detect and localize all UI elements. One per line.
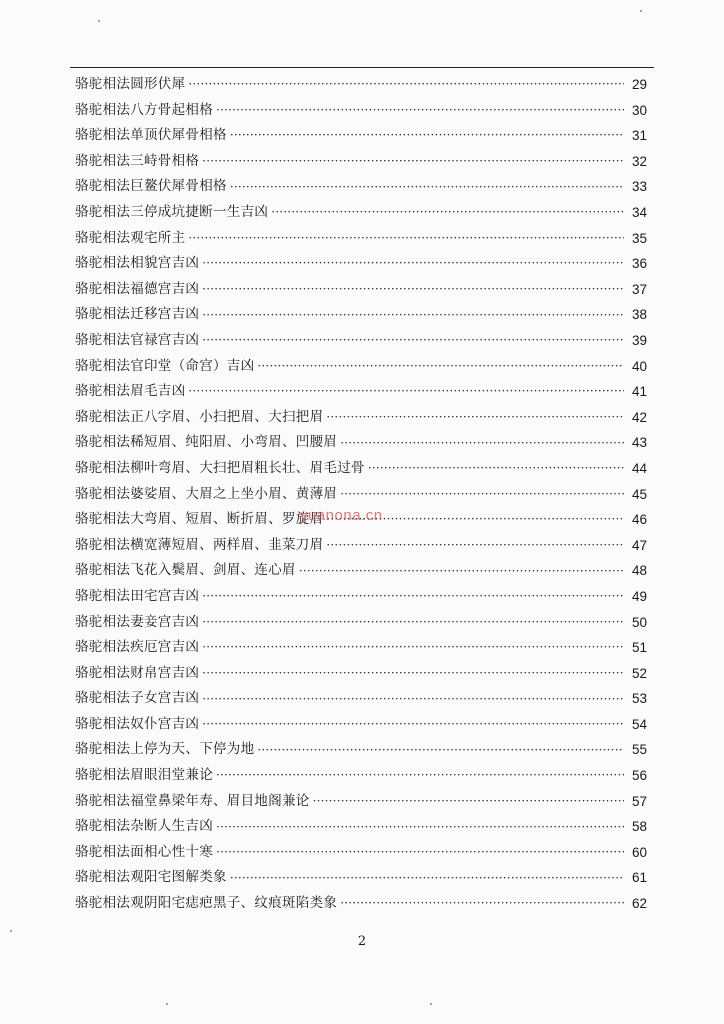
dot-leader (216, 846, 624, 859)
toc-entry-title: 骆驼相法相貌宫吉凶 (75, 255, 200, 272)
toc-entry-title: 骆驼相法观阳宅图解类象 (75, 869, 227, 886)
toc-entry-page: 37 (631, 281, 647, 297)
dot-leader (188, 385, 624, 398)
toc-entry-title: 骆驼相法婆娑眉、大眉之上坐小眉、黄薄眉 (75, 485, 338, 502)
toc-entry-page: 32 (631, 153, 647, 169)
toc-entry-title: 骆驼相法三峙骨相格 (75, 152, 200, 169)
toc-entry[interactable] (75, 763, 647, 789)
table-of-contents (75, 72, 647, 917)
toc-entry-title: 骆驼相法面相心性十寒 (75, 843, 213, 860)
toc-entry[interactable] (75, 98, 647, 124)
dot-leader (202, 616, 624, 629)
dot-leader (326, 539, 624, 552)
dot-leader (257, 360, 624, 373)
toc-entry-page: 57 (631, 793, 647, 809)
toc-entry-page: 62 (631, 896, 647, 912)
toc-entry[interactable] (75, 482, 647, 508)
page-number: 2 (357, 934, 367, 949)
toc-entry-title: 骆驼相法官禄宫吉凶 (75, 331, 200, 348)
toc-entry[interactable] (75, 379, 647, 405)
dot-leader (230, 181, 624, 194)
toc-entry-title: 骆驼相法稀短眉、纯阳眉、小弯眉、凹腰眉 (75, 434, 338, 451)
toc-entry-page: 47 (631, 537, 647, 553)
dot-leader (202, 155, 624, 168)
toc-entry-page: 35 (631, 230, 647, 246)
toc-entry[interactable] (75, 712, 647, 738)
toc-entry-page: 29 (631, 77, 647, 93)
scan-speck (166, 1003, 168, 1005)
dot-leader (202, 718, 624, 731)
toc-entry-page: 53 (631, 691, 647, 707)
toc-entry[interactable] (75, 456, 647, 482)
dot-leader (368, 462, 624, 475)
dot-leader (271, 206, 624, 219)
toc-entry-page: 34 (631, 205, 647, 221)
dot-leader (202, 334, 624, 347)
toc-entry[interactable] (75, 328, 647, 354)
toc-entry[interactable] (75, 840, 647, 866)
toc-entry[interactable] (75, 302, 647, 328)
toc-entry-title: 骆驼相法圆形伏犀 (75, 76, 186, 93)
toc-entry-page: 55 (631, 742, 647, 758)
dot-leader (257, 744, 624, 757)
dot-leader (313, 795, 624, 808)
toc-entry-title: 骆驼相法疾厄宫吉凶 (75, 639, 200, 656)
dot-leader (216, 769, 624, 782)
toc-entry-page: 60 (631, 844, 647, 860)
toc-entry[interactable] (75, 584, 647, 610)
toc-entry-page: 33 (631, 179, 647, 195)
dot-leader (202, 257, 624, 270)
header-rule (70, 67, 654, 68)
toc-entry[interactable] (75, 123, 647, 149)
toc-entry-title: 骆驼相法福堂鼻梁年寿、眉目地阁兼论 (75, 792, 310, 809)
dot-leader (216, 104, 624, 117)
toc-entry-title: 骆驼相法八方骨起相格 (75, 101, 213, 118)
toc-entry-title: 骆驼相法妻妾宫吉凶 (75, 613, 200, 630)
toc-entry-page: 38 (631, 307, 647, 323)
dot-leader (326, 411, 624, 424)
toc-entry[interactable] (75, 226, 647, 252)
toc-entry[interactable] (75, 533, 647, 559)
dot-leader (230, 872, 624, 885)
dot-leader (230, 129, 624, 142)
toc-entry[interactable] (75, 891, 647, 917)
toc-entry-title: 骆驼相法飞花入鬓眉、剑眉、连心眉 (75, 562, 296, 579)
scan-speck (430, 1003, 432, 1005)
toc-entry-title: 骆驼相法上停为天、下停为地 (75, 741, 255, 758)
toc-entry[interactable] (75, 635, 647, 661)
toc-entry-page: 56 (631, 768, 647, 784)
toc-entry-page: 54 (631, 716, 647, 732)
toc-entry-title: 骆驼相法观阴阳宅痣疤黑子、纹痕斑陷类象 (75, 895, 338, 912)
dot-leader (202, 309, 624, 322)
toc-entry[interactable] (75, 789, 647, 815)
toc-entry-page: 44 (631, 460, 647, 476)
toc-entry-title: 骆驼相法柳叶弯眉、大扫把眉粗长壮、眉毛过骨 (75, 459, 365, 476)
toc-entry-page: 39 (631, 332, 647, 348)
toc-entry[interactable] (75, 277, 647, 303)
toc-entry-title: 骆驼相法三停成坑捷断一生吉凶 (75, 204, 269, 221)
toc-entry-page: 51 (631, 640, 647, 656)
toc-entry-title: 骆驼相法横宽薄短眉、两样眉、韭菜刀眉 (75, 536, 324, 553)
toc-entry-title: 骆驼相法官印堂（命宫）吉凶 (75, 357, 255, 374)
toc-entry-title: 骆驼相法单顶伏犀骨相格 (75, 127, 227, 144)
toc-entry-page: 30 (631, 102, 647, 118)
toc-entry-title: 骆驼相法财帛宫吉凶 (75, 664, 200, 681)
scan-speck (98, 20, 100, 22)
toc-entry-page: 49 (631, 588, 647, 604)
toc-entry-page: 42 (631, 409, 647, 425)
scan-speck (10, 930, 12, 932)
toc-entry-page: 52 (631, 665, 647, 681)
watermark: yuanona.cn (300, 507, 383, 524)
toc-entry[interactable] (75, 661, 647, 687)
toc-entry[interactable] (75, 430, 647, 456)
toc-entry-title: 骆驼相法田宅宫吉凶 (75, 587, 200, 604)
toc-entry-page: 46 (631, 512, 647, 528)
toc-entry-page: 40 (631, 358, 647, 374)
toc-entry-title: 骆驼相法观宅所主 (75, 229, 186, 246)
scan-speck (640, 10, 642, 12)
dot-leader (202, 667, 624, 680)
toc-entry[interactable] (75, 737, 647, 763)
dot-leader (188, 78, 624, 91)
dot-leader (202, 693, 624, 706)
toc-entry-title: 骆驼相法杂断人生吉凶 (75, 818, 213, 835)
toc-entry-page: 45 (631, 486, 647, 502)
toc-entry-page: 48 (631, 563, 647, 579)
toc-entry-title: 骆驼相法眉毛吉凶 (75, 383, 186, 400)
toc-entry-page: 58 (631, 819, 647, 835)
toc-entry[interactable] (75, 686, 647, 712)
dot-leader (202, 641, 624, 654)
dot-leader (188, 232, 624, 245)
toc-entry-page: 61 (631, 870, 647, 886)
toc-entry-title: 骆驼相法迁移宫吉凶 (75, 306, 200, 323)
toc-entry[interactable] (75, 72, 647, 98)
toc-entry-title: 骆驼相法奴仆宫吉凶 (75, 715, 200, 732)
toc-entry-title: 骆驼相法子女宫吉凶 (75, 690, 200, 707)
toc-entry[interactable] (75, 609, 647, 635)
dot-leader (340, 488, 624, 501)
toc-entry-page: 36 (631, 256, 647, 272)
toc-entry-page: 43 (631, 435, 647, 451)
toc-entry[interactable] (75, 200, 647, 226)
toc-entry-page: 41 (631, 384, 647, 400)
toc-entry[interactable] (75, 405, 647, 431)
dot-leader (340, 897, 624, 910)
dot-leader (202, 590, 624, 603)
toc-entry[interactable] (75, 251, 647, 277)
toc-entry[interactable] (75, 354, 647, 380)
toc-entry-title: 骆驼相法大弯眉、短眉、断折眉、罗旋眉 (75, 511, 324, 528)
toc-entry-title: 骆驼相法眉眼泪堂兼论 (75, 767, 213, 784)
toc-entry[interactable] (75, 174, 647, 200)
toc-entry-title: 骆驼相法福德宫吉凶 (75, 280, 200, 297)
toc-entry-page: 31 (631, 128, 647, 144)
toc-entry-title: 骆驼相法正八字眉、小扫把眉、大扫把眉 (75, 408, 324, 425)
toc-entry[interactable] (75, 865, 647, 891)
toc-entry-page: 50 (631, 614, 647, 630)
dot-leader (299, 565, 624, 578)
dot-leader (340, 437, 624, 450)
toc-entry[interactable] (75, 814, 647, 840)
dot-leader (216, 821, 624, 834)
toc-entry[interactable] (75, 558, 647, 584)
dot-leader (202, 283, 624, 296)
toc-entry[interactable] (75, 149, 647, 175)
toc-entry-title: 骆驼相法巨鳌伏犀骨相格 (75, 178, 227, 195)
